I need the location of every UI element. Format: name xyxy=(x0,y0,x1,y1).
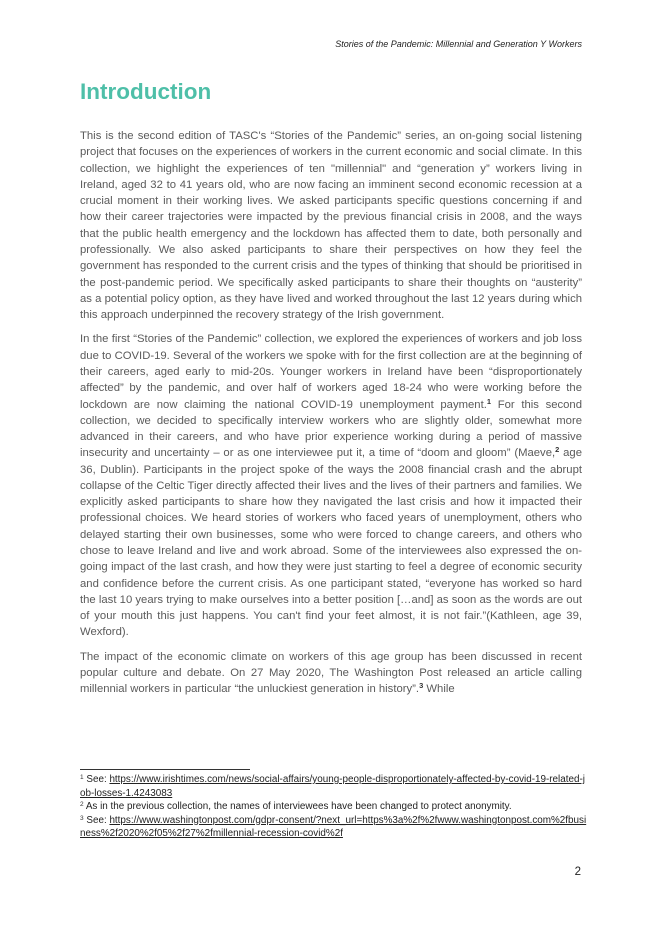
paragraph-1: This is the second edition of TASC's “Stories of the Pandemic” series, an on-going social listening project that focuses on the experiences of workers in the current economic and social climate. In this collection, we highlight the experiences of ten "millennial" and “generation y” workers living in Ireland, aged 32 to 41 years old, who are now facing an imminent second economic recession at a crucial moment in their working lives. We asked participants specific questions concerning if and how their career trajectories were impacted by the previous financial crisis in 2008, and the ways that the public health emergency and the lockdown has affected them to date, both personally and professionally. We also asked participants to share their perspectives on how they feel the government has responded to the current crisis and the types of thinking that should be prioritised in the post-pandemic period. We specifically asked participants to share their thoughts on “austerity” as a potential policy option, as they have lived and worked throughout the last 12 years during which this approach underpinned the recovery strategy of the Irish government. xyxy=(80,130,582,322)
footnote-marker-1: 1 xyxy=(80,774,84,781)
footnote-3 xyxy=(80,814,590,841)
paragraph-3 xyxy=(80,649,582,698)
page-number: 2 xyxy=(574,866,581,878)
page-title: Introduction xyxy=(80,79,212,104)
paragraph-2-part-c: age 36, Dublin). Participants in the project spoke of the ways the 2008 financial crash and the abrupt collapse of the Celtic Tiger directly affected their lives and the lives of their partners and families. We explicitly asked participants to share how they navigated the last crisis and how it impacted their professional choices. We heard stories of workers who faced years of unemployment, others who delayed starting their own businesses, some who were forced to change careers, and others who chose to leave Ireland and live and work abroad. Some of the interviewees also expressed the on-going impact of the last crash, and how they were just starting to feel a degree of economic security and confidence before the current crisis. As one participant stated, “everyone has worked so hard the last 10 years trying to make ourselves into a better position […and] as soon as the words are out of your mouth this just happens. You can't find your feet almost, it is not fair.”(Kathleen, age 39, Wexford). xyxy=(80,447,582,639)
footnote-1 xyxy=(80,773,590,800)
footnote-2-text: As in the previous collection, the names of interviewees have been changed to protect anonymity. xyxy=(83,801,512,812)
footnotes xyxy=(80,773,590,841)
footnote-marker-2: 2 xyxy=(80,801,84,808)
body-text xyxy=(80,128,582,706)
paragraph-3-part-a: The impact of the economic climate on workers of this age group has been discussed in recent popular culture and debate. On 27 May 2020, The Washington Post released an article calling millennial workers in particular “the unluckiest generation in history”. xyxy=(80,650,582,696)
footnote-ref-3[interactable]: 3 xyxy=(419,681,424,691)
paragraph-2 xyxy=(80,331,582,640)
footnote-3-link[interactable]: https://www.washingtonpost.com/gdpr-consent/?next_url=https%3a%2f%2fwww.washingtonpost.com%2fbusiness%2f2020%2f05%2f27%2fmillennial-recession-covid%2f xyxy=(80,814,587,839)
footnote-marker-3: 3 xyxy=(80,814,84,822)
footnote-ref-2[interactable]: 2 xyxy=(555,445,560,455)
footnote-1-prefix: See: xyxy=(83,774,110,785)
footnote-2 xyxy=(80,800,590,814)
paragraph-2-part-a: In the first “Stories of the Pandemic” collection, we explored the experiences of workers and job loss due to COVID-19. Several of the workers we spoke with for the first collection are at the beginning of their careers, aged early to mid-20s. Younger workers in Ireland have been “disproportionately affected” by the pandemic, and over half of workers aged 18-24 who were working before the lockdown are now claiming the national COVID-19 unemployment payment. xyxy=(80,333,582,411)
running-header: Stories of the Pandemic: Millennial and Generation Y Workers xyxy=(335,39,582,49)
paragraph-3-part-b: While xyxy=(423,683,455,696)
paragraph-2-part-b: For this second collection, we decided to specifically interview workers who are slightly older, somewhat more advanced in their careers, and who have prior experience working during a period of massive insecurity and uncertainty – or as one interviewee put it, a time of “doom and gloom” (Maeve, xyxy=(80,398,583,460)
footnote-divider xyxy=(80,769,250,770)
footnote-3-prefix: See: xyxy=(83,814,110,826)
footnote-1-link[interactable]: https://www.irishtimes.com/news/social-affairs/young-people-disproportionately-affected-by-covid-19-related-job-losses-1.4243083 xyxy=(80,774,585,799)
footnote-ref-1[interactable]: 1 xyxy=(486,396,492,406)
